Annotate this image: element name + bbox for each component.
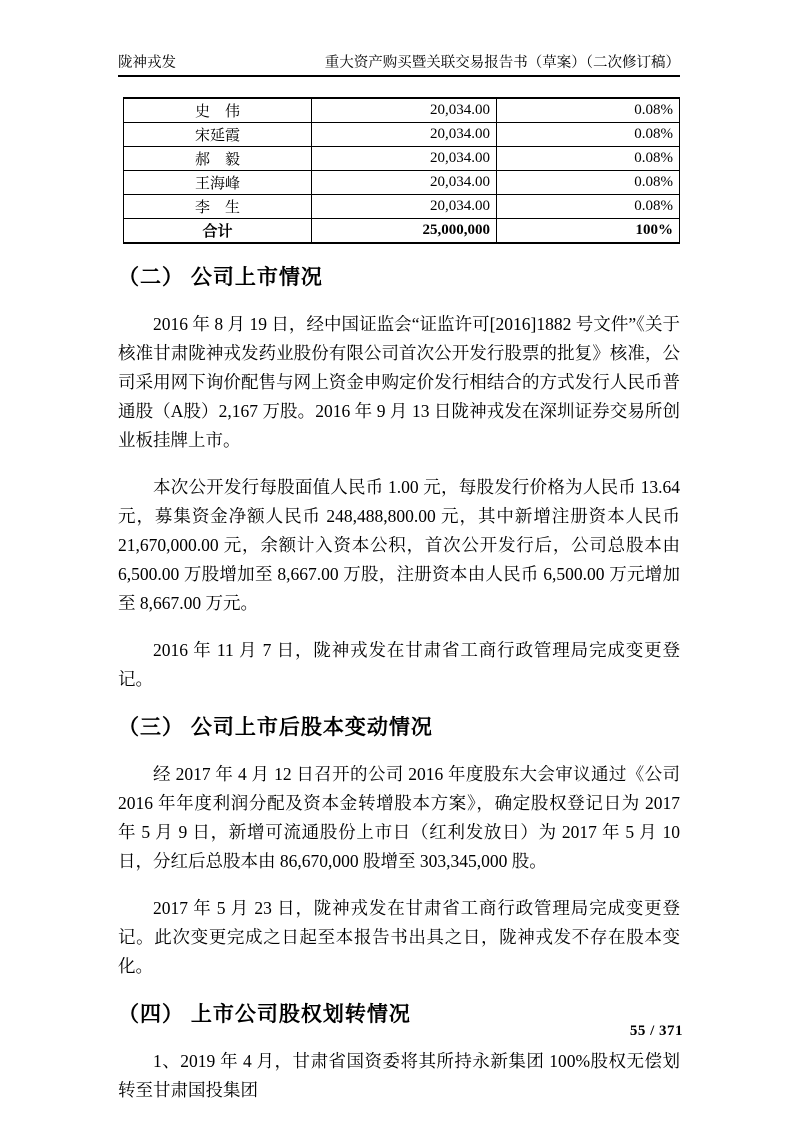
page-number: 55 / 371 xyxy=(629,1023,683,1039)
shareholder-name: 王海峰 xyxy=(124,171,312,195)
shareholder-percent: 0.08% xyxy=(497,195,680,219)
paragraph: 本次公开发行每股面值人民币 1.00 元，每股发行价格为人民币 13.64 元，募集资金净额人民币 248,488,800.00 元，其中新增注册资本人民币 21,670,000.00 元，余额计入资本公积，首次公开发行后，公司总股本由 6,500.00 万股增加至 8,667.00 万股，注册资本由人民币 6,500.00 万元增加至 8,667.00 万元。 xyxy=(118,477,680,613)
shareholder-shares: 20,034.00 xyxy=(312,98,497,123)
paragraph: 2017 年 5 月 23 日，陇神戎发在甘肃省工商行政管理局完成变更登记。此次变更完成之日起至本报告书出具之日，陇神戎发不存在股本变化。 xyxy=(118,898,680,976)
table-total-row xyxy=(124,219,680,244)
paragraph: 2016 年 8 月 19 日，经中国证监会“证监许可[2016]1882 号文件”《关于核准甘肃陇神戎发药业股份有限公司首次公开发行股票的批复》核准，公司采用网下询价配售与网上资金申购定价发行相结合的方式发行人民币普通股（A股）2,167 万股。2016 年 9 月 13 日陇神戎发在深圳证券交易所创业板挂牌上市。 xyxy=(118,314,680,450)
total-shares: 25,000,000 xyxy=(312,219,497,244)
shareholder-shares: 20,034.00 xyxy=(312,123,497,147)
table-row xyxy=(124,98,680,123)
shareholder-shares: 20,034.00 xyxy=(312,147,497,171)
shareholder-table xyxy=(123,97,680,244)
shareholder-shares: 20,034.00 xyxy=(312,195,497,219)
total-percent: 100% xyxy=(497,219,680,244)
shareholder-percent: 0.08% xyxy=(497,147,680,171)
shareholder-percent: 0.08% xyxy=(497,171,680,195)
table-row xyxy=(124,171,680,195)
table-row xyxy=(124,147,680,171)
paragraph: 经 2017 年 4 月 12 日召开的公司 2016 年度股东大会审议通过《公司 2016 年年度利润分配及资本金转增股本方案》，确定股权登记日为 2017 年 5 月 9 日，新增可流通股份上市日（红利发放日）为 2017 年 5 月 10 日，分红后总股本由 86,670,000 股增至 303,345,000 股。 xyxy=(118,764,680,871)
shareholder-shares: 20,034.00 xyxy=(312,171,497,195)
shareholder-name: 李 生 xyxy=(124,195,312,219)
shareholder-name: 郝 毅 xyxy=(124,147,312,171)
shareholder-name: 宋延霞 xyxy=(124,123,312,147)
header-document-title: 重大资产购买暨关联交易报告书（草案）（二次修订稿） xyxy=(324,55,680,71)
section-heading-capital-changes: （三） 公司上市后股本变动情况 xyxy=(118,716,433,739)
shareholder-percent: 0.08% xyxy=(497,98,680,123)
section-heading-listing: （二） 公司上市情况 xyxy=(118,266,323,289)
paragraph: 1、2019 年 4 月，甘肃省国资委将其所持永新集团 100%股权无偿划转至甘肃国投集团 xyxy=(118,1051,680,1100)
shareholder-name: 史 伟 xyxy=(124,98,312,123)
paragraph: 2016 年 11 月 7 日，陇神戎发在甘肃省工商行政管理局完成变更登记。 xyxy=(118,640,680,689)
section-heading-equity-transfer: （四） 上市公司股权划转情况 xyxy=(118,1003,411,1026)
header-company-name: 陇神戎发 xyxy=(118,55,176,71)
table-row xyxy=(124,123,680,147)
running-header xyxy=(118,54,680,77)
shareholder-percent: 0.08% xyxy=(497,123,680,147)
total-label: 合计 xyxy=(124,219,312,244)
table-row xyxy=(124,195,680,219)
